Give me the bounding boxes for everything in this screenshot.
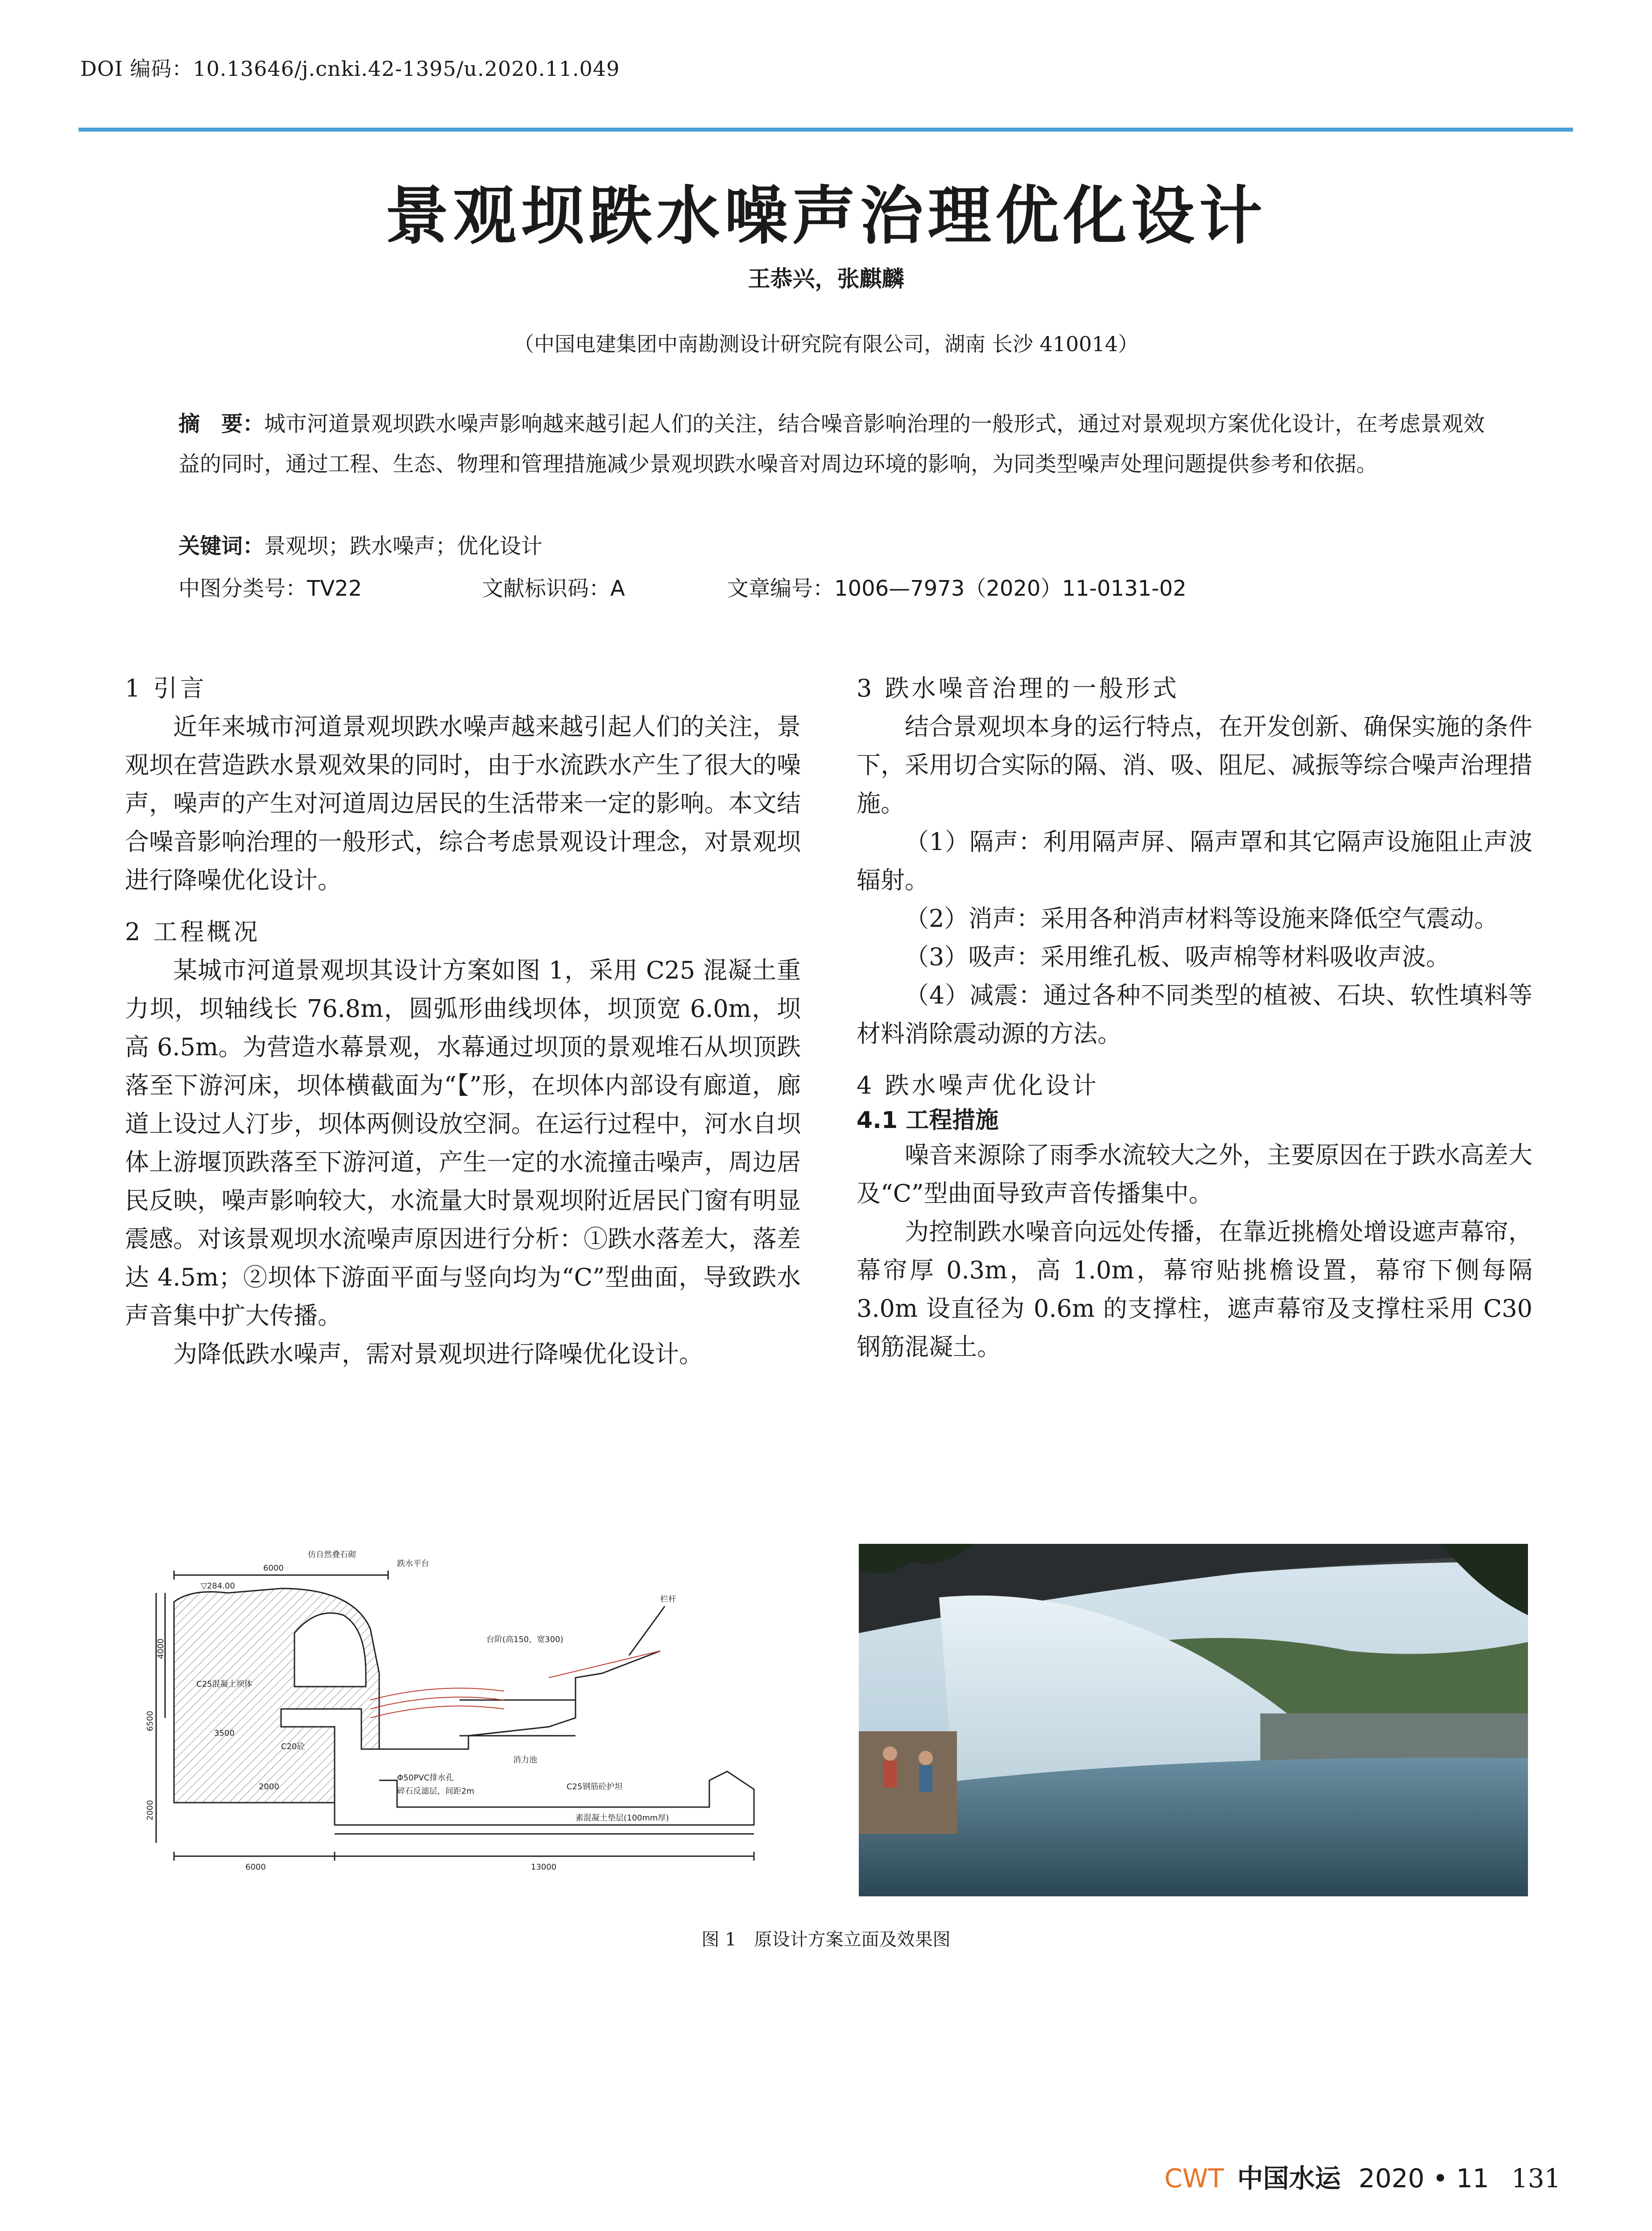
label-gravel: 碎石反滤层，间距2m xyxy=(397,1787,474,1796)
section-heading: 3 跌水噪音治理的一般形式 xyxy=(857,674,1180,702)
left-column xyxy=(125,669,801,1373)
label-cushion: 素混凝土垫层(100mm厚) xyxy=(576,1813,669,1823)
paragraph: （3）吸声：采用维孔板、吸声棉等材料吸收声波。 xyxy=(905,943,1450,971)
label-c20: C20砼 xyxy=(281,1742,305,1751)
section-heading: 4 跌水噪声优化设计 xyxy=(857,1071,1099,1099)
keywords xyxy=(178,529,542,560)
affiliation: （中国电建集团中南勘测设计研究院有限公司，湖南 长沙 410014） xyxy=(513,332,1139,356)
authors: 王恭兴，张麒麟 xyxy=(748,266,904,292)
document-code: 文献标识码：A xyxy=(482,576,625,601)
page-number: 131 xyxy=(1511,2163,1561,2194)
section-heading: 2 工程概况 xyxy=(125,918,261,946)
label-concrete: C25混凝土坝体 xyxy=(196,1679,253,1689)
dim-3500: 3500 xyxy=(214,1729,235,1738)
paragraph: 为降低跌水噪声，需对景观坝进行降噪优化设计。 xyxy=(173,1340,703,1368)
paper-title: 景观坝跌水噪声治理优化设计 xyxy=(385,179,1267,253)
right-column xyxy=(857,669,1532,1366)
label-stone: 仿自然叠石砌 xyxy=(308,1550,356,1559)
paragraph: （1）隔声：利用隔声屏、隔声罩和其它隔声设施阻止声波辐射。 xyxy=(857,828,1532,894)
dim-height-part: 4000 xyxy=(156,1638,166,1659)
subsection-heading: 4.1 工程措施 xyxy=(857,1107,999,1134)
paragraph: 噪音来源除了雨季水流较大之外，主要原因在于跌水高差大及“C”型曲面导致声音传播集中。 xyxy=(857,1141,1532,1207)
journal-name: 中国水运 xyxy=(1237,2163,1341,2194)
figure-caption: 图 1 原设计方案立面及效果图 xyxy=(701,1929,951,1950)
dim-2000: 2000 xyxy=(259,1782,279,1791)
abstract-label: 摘 要： xyxy=(178,411,265,436)
issue-date: 2020 • 11 xyxy=(1358,2163,1489,2194)
waterfall-rendering-image xyxy=(859,1544,1528,1896)
label-pipe: Φ50PVC排水孔 xyxy=(397,1773,454,1783)
section-heading: 1 引言 xyxy=(125,674,207,702)
label-elevation: ▽284.00 xyxy=(201,1581,235,1591)
paragraph: （2）消声：采用各种消声材料等设施来降低空气震动。 xyxy=(905,904,1499,933)
abstract-text: 城市河道景观坝跌水噪声影响越来越引起人们的关注，结合噪音影响治理的一般形式，通过对景观坝方案优化设计，在考虑景观效益的同时，通过工程、生态、物理和管理措施减少景观坝跌水噪音对周边环境的影响，为同类型噪声处理问题提供参考和依据。 xyxy=(178,411,1485,477)
clc-number: 中图分类号：TV22 xyxy=(178,576,362,601)
paragraph: 为控制跌水噪音向远处传播，在靠近挑檐处增设遮声幕帘，幕帘厚 0.3m，高 1.0m，幕帘贴挑檐设置，幕帘下侧每隔 3.0m 设直径为 0.6m 的支撑柱，遮声幕帘及支撑柱采用 C30 钢筋混凝土。 xyxy=(857,1218,1532,1361)
dim-bottom-1: 6000 xyxy=(245,1862,266,1872)
paragraph: 结合景观坝本身的运行特点，在开发创新、确保实施的条件下，采用切合实际的隔、消、吸、阻尼、减振等综合噪声治理措施。 xyxy=(857,713,1532,817)
label-protect: C25钢筋砼护坦 xyxy=(567,1782,623,1791)
dim-height-low: 2000 xyxy=(145,1800,155,1820)
dim-height-total: 6500 xyxy=(145,1711,155,1731)
page-footer xyxy=(1164,2157,1561,2195)
label-steps: 台阶(高150，宽300) xyxy=(486,1635,563,1644)
keywords-text: 景观坝；跌水噪声；优化设计 xyxy=(264,534,543,559)
keywords-label: 关键词： xyxy=(178,534,265,559)
paragraph: （4）减震：通过各种不同类型的植被、石块、软性填料等材料消除震动源的方法。 xyxy=(857,981,1532,1048)
dim-top-width: 6000 xyxy=(263,1563,284,1573)
article-number: 文章编号：1006—7973（2020）11-0131-02 xyxy=(727,576,1187,601)
dam-section-drawing xyxy=(147,1539,807,1874)
doi-line: DOI 编码：10.13646/j.cnki.42-1395/u.2020.11.049 xyxy=(80,57,620,81)
paragraph: 近年来城市河道景观坝跌水噪声越来越引起人们的关注，景观坝在营造跌水景观效果的同时，由于水流跌水产生了很大的噪声，噪声的产生对河道周边居民的生活带来一定的影响。本文结合噪音影响治理的一般形式，综合考虑景观设计理念，对景观坝进行降噪优化设计。 xyxy=(125,713,801,894)
journal-logo: CWT xyxy=(1164,2163,1224,2194)
label-platform: 跌水平台 xyxy=(397,1559,429,1568)
dim-bottom-2: 13000 xyxy=(531,1862,557,1872)
label-stilling: 消力池 xyxy=(513,1755,537,1765)
label-railing: 栏杆 xyxy=(660,1595,676,1604)
header-rule xyxy=(79,128,1573,132)
paragraph: 某城市河道景观坝其设计方案如图 1，采用 C25 混凝土重力坝，坝轴线长 76.8m，圆弧形曲线坝体，坝顶宽 6.0m，坝高 6.5m。为营造水幕景观，水幕通过坝顶的景观堆石从坝顶跌落至下游河床，坝体横截面为“【”形，在坝体内部设有廊道，廊道上设过人汀步，坝体两侧设放空洞。在运行过程中，河水自坝体上游堰顶跌落至下游河道，产生一定的水流撞击噪声，周边居民反映，噪声影响较大，水流量大时景观坝附近居民门窗有明显震感。对该景观坝水流噪声原因进行分析：①跌水落差大，落差达 4.5m；②坝体下游面平面与竖向均为“C”型曲面，导致跌水声音集中扩大传播。 xyxy=(125,956,801,1330)
abstract xyxy=(178,404,1495,484)
